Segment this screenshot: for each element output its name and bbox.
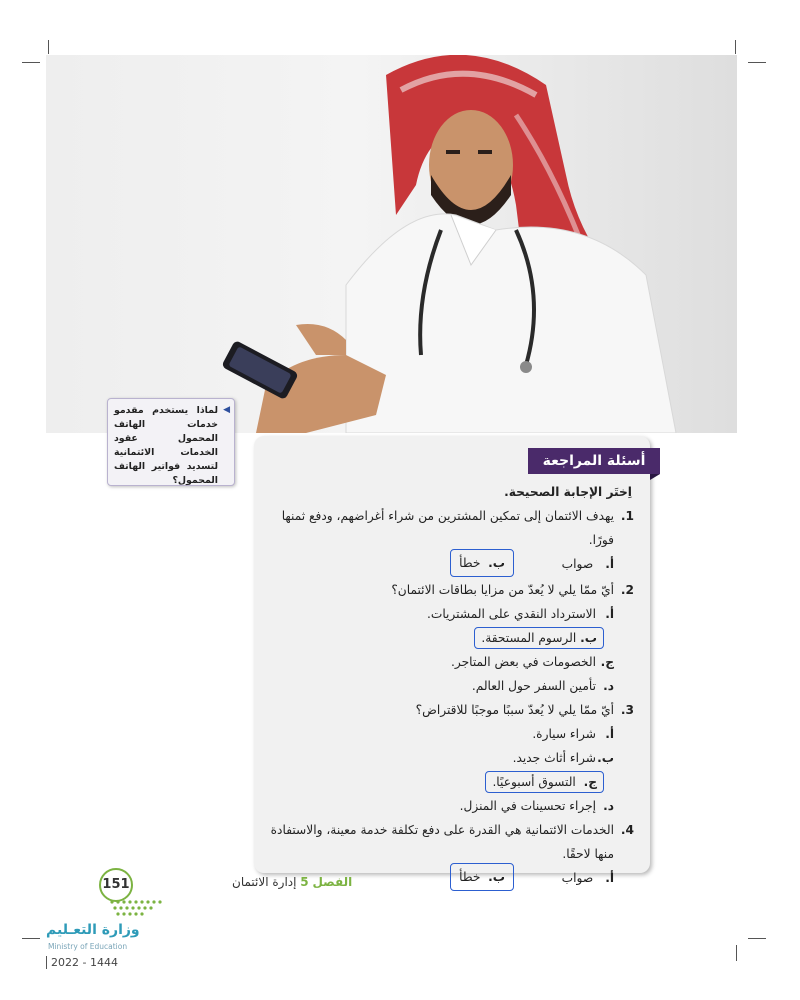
question-number: 2. bbox=[620, 583, 634, 597]
option-text: صواب bbox=[561, 557, 594, 571]
question-text: الخدمات الائتمانية هي القدرة على دفع تكلفة خدمة معينة، والاستفادة منها لاحقًا. bbox=[270, 823, 614, 861]
option-letter: د. bbox=[603, 799, 614, 813]
option-false-selected[interactable] bbox=[450, 549, 514, 577]
option-d[interactable] bbox=[264, 674, 640, 698]
option-b[interactable] bbox=[264, 746, 640, 770]
question-number: 4. bbox=[620, 823, 634, 837]
true-false-options-1 bbox=[264, 552, 640, 578]
crop-mark bbox=[735, 40, 736, 54]
review-content bbox=[264, 480, 640, 892]
question-2 bbox=[264, 578, 640, 602]
selected-answer-highlight bbox=[474, 627, 604, 649]
edition-year: 2022 - 1444 bbox=[46, 956, 118, 969]
option-letter: ج. bbox=[600, 655, 614, 669]
option-c[interactable] bbox=[264, 650, 640, 674]
option-text: التسوق أسبوعيًا. bbox=[492, 775, 576, 789]
page-number: 151 bbox=[99, 868, 133, 902]
option-true[interactable] bbox=[562, 866, 614, 890]
photo-caption-box bbox=[107, 398, 235, 486]
man-with-phone-photo bbox=[46, 55, 737, 433]
option-text: الاسترداد النقدي على المشتريات. bbox=[426, 607, 596, 621]
option-letter: د. bbox=[603, 679, 614, 693]
option-a[interactable] bbox=[264, 722, 640, 746]
option-a[interactable] bbox=[264, 602, 640, 626]
crop-mark bbox=[22, 62, 40, 63]
option-letter: أ. bbox=[605, 727, 614, 741]
option-d[interactable] bbox=[264, 794, 640, 818]
option-true[interactable] bbox=[562, 552, 614, 576]
question-number: 1. bbox=[620, 509, 634, 523]
option-false-selected[interactable] bbox=[450, 863, 514, 891]
chapter-label: الفصل bbox=[312, 875, 353, 889]
option-text: إجراء تحسينات في المنزل. bbox=[459, 799, 596, 813]
option-text: صواب bbox=[561, 871, 594, 885]
crop-mark bbox=[736, 945, 737, 961]
question-text: أيّ ممّا يلي لا يُعدّ من مزايا بطاقات الائتمان؟ bbox=[391, 583, 614, 597]
review-title-tab: أسئلة المراجعة bbox=[528, 448, 660, 474]
option-letter: أ. bbox=[605, 557, 614, 571]
option-text: الرسوم المستحقة. bbox=[481, 631, 577, 645]
photo-illustration bbox=[46, 55, 737, 433]
option-letter: أ. bbox=[605, 607, 614, 621]
question-4 bbox=[264, 818, 640, 866]
caption-arrow-icon: ◀ bbox=[223, 405, 230, 415]
ministry-logo-text: وزارة التعـليم bbox=[46, 922, 140, 938]
option-text: شراء سيارة. bbox=[532, 727, 596, 741]
crop-mark bbox=[748, 62, 766, 63]
crop-mark bbox=[48, 40, 49, 54]
ministry-english-text: Ministry of Education bbox=[48, 942, 128, 951]
question-number: 3. bbox=[620, 703, 634, 717]
crop-mark bbox=[748, 938, 766, 939]
question-text: يهدف الائتمان إلى تمكين المشترين من شراء أغراضهم، ودفع ثمنها فورًا. bbox=[281, 509, 614, 547]
option-c[interactable] bbox=[264, 770, 640, 794]
option-letter: ج. bbox=[583, 775, 597, 789]
option-letter: ب. bbox=[488, 556, 505, 570]
question-1 bbox=[264, 504, 640, 552]
question-3 bbox=[264, 698, 640, 722]
option-text: خطأ bbox=[459, 870, 481, 884]
option-letter: أ. bbox=[605, 871, 614, 885]
option-letter: ب. bbox=[580, 631, 597, 645]
chapter-number: 5 bbox=[300, 875, 309, 889]
selected-answer-highlight bbox=[485, 771, 604, 793]
chapter-title: إدارة الائتمان bbox=[232, 875, 297, 889]
caption-text: لماذا يستخدم مقدمو خدمات الهاتف المحمول عقود الخدمات الائتمانية لتسديد فواتير الهاتف المحمول؟ bbox=[114, 405, 218, 486]
option-text: الخصومات في بعض المتاجر. bbox=[450, 655, 596, 669]
instruction-text: اِختَر الإجابة الصحيحة. bbox=[504, 485, 632, 499]
crop-mark bbox=[22, 938, 40, 939]
option-text: خطأ bbox=[459, 556, 481, 570]
option-letter: ب. bbox=[597, 751, 614, 765]
decorative-dots-icon bbox=[108, 896, 164, 918]
option-text: شراء أثاث جديد. bbox=[512, 751, 596, 765]
option-b[interactable] bbox=[264, 626, 640, 650]
question-text: أيّ ممّا يلي لا يُعدّ سببًا موجبًا للاقتراض؟ bbox=[415, 703, 614, 717]
option-letter: ب. bbox=[488, 870, 505, 884]
option-text: تأمين السفر حول العالم. bbox=[471, 679, 596, 693]
chapter-footer bbox=[232, 875, 352, 889]
